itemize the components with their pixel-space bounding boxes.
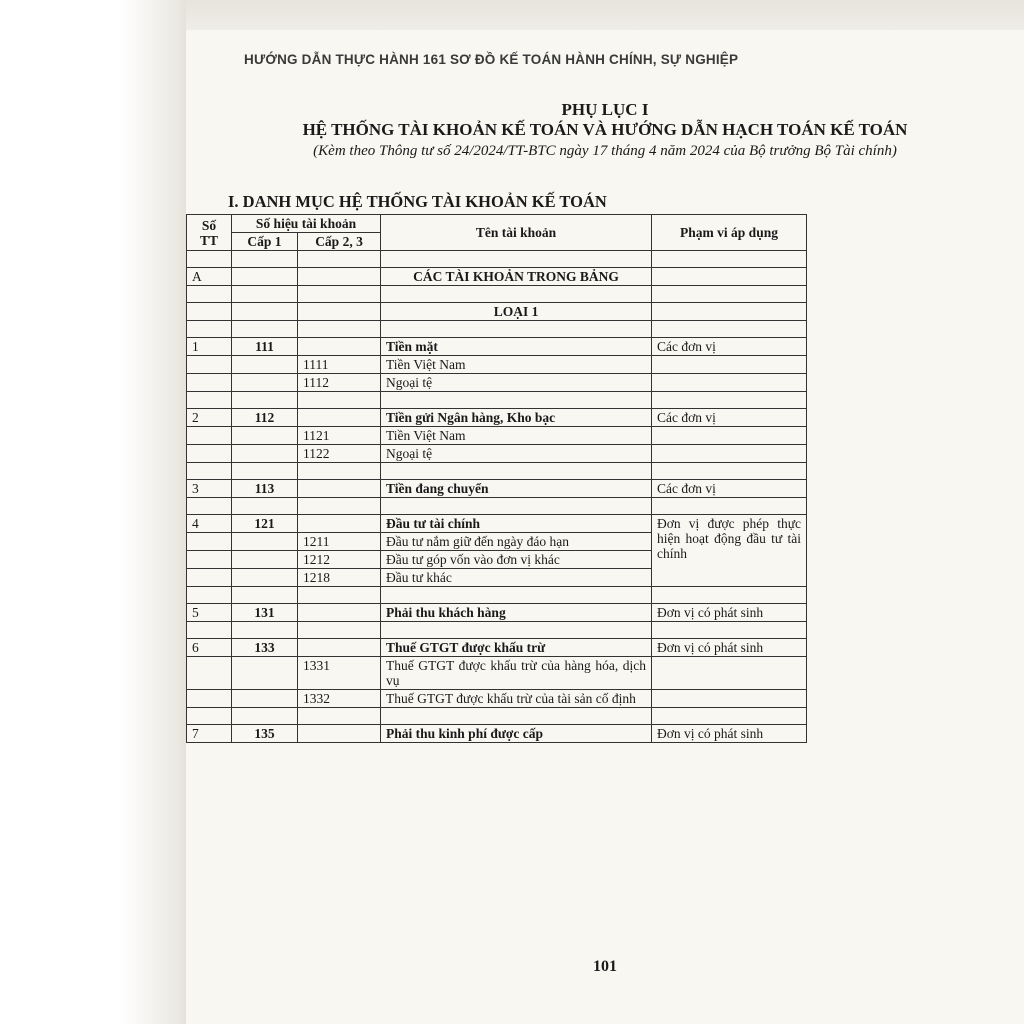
table-cell: 131 xyxy=(232,604,298,622)
table-cell: 1122 xyxy=(298,445,381,463)
table-row xyxy=(187,690,807,708)
table-row xyxy=(187,321,807,338)
table-cell: Tiền đang chuyển xyxy=(381,480,652,498)
header-scope: Phạm vi áp dụng xyxy=(652,215,807,251)
table-cell: Đầu tư khác xyxy=(381,569,652,587)
table-cell: 1211 xyxy=(298,533,381,551)
table-row xyxy=(187,374,807,392)
table-cell: 5 xyxy=(187,604,232,622)
table-cell: 135 xyxy=(232,725,298,743)
table-cell: Tiền Việt Nam xyxy=(381,356,652,374)
table-row xyxy=(187,587,807,604)
table-cell: 1218 xyxy=(298,569,381,587)
table-cell: Đầu tư góp vốn vào đơn vị khác xyxy=(381,551,652,569)
table-cell: Đơn vị có phát sinh xyxy=(652,725,807,743)
table-cell: 133 xyxy=(232,639,298,657)
table-cell: Các đơn vị xyxy=(652,409,807,427)
table-row xyxy=(187,392,807,409)
table-row xyxy=(187,409,807,427)
header-stt: Số TT xyxy=(187,215,232,251)
table-cell: Đơn vị có phát sinh xyxy=(652,604,807,622)
table-cell: LOẠI 1 xyxy=(381,303,652,321)
table-cell: 3 xyxy=(187,480,232,498)
running-header: HƯỚNG DẪN THỰC HÀNH 161 SƠ ĐỒ KẾ TOÁN HÀNH CHÍNH, SỰ NGHIỆP xyxy=(244,52,739,67)
table-row xyxy=(187,356,807,374)
table-row xyxy=(187,445,807,463)
table-cell: 6 xyxy=(187,639,232,657)
table-row xyxy=(187,604,807,622)
header-level1: Cấp 1 xyxy=(232,233,298,251)
table-cell: Tiền Việt Nam xyxy=(381,427,652,445)
table-row xyxy=(187,268,807,286)
header-account-no: Số hiệu tài khoản xyxy=(232,215,381,233)
table-cell: Thuế GTGT được khấu trừ của tài sản cố định xyxy=(381,690,652,708)
accounts-table xyxy=(186,214,807,743)
table-cell: 111 xyxy=(232,338,298,356)
table-cell: 1121 xyxy=(298,427,381,445)
table-cell: Tiền mặt xyxy=(381,338,652,356)
table-cell: Thuế GTGT được khấu trừ xyxy=(381,639,652,657)
table-row xyxy=(187,463,807,480)
document-title: HỆ THỐNG TÀI KHOẢN KẾ TOÁN VÀ HƯỚNG DẪN HẠCH TOÁN KẾ TOÁN xyxy=(302,120,908,139)
book-page xyxy=(186,30,1024,1024)
appendix-title: PHỤ LỤC I xyxy=(561,100,649,119)
document-subtitle: (Kèm theo Thông tư số 24/2024/TT-BTC ngày 17 tháng 4 năm 2024 của Bộ trưởng Bộ Tài chính) xyxy=(313,143,897,159)
table-cell: Thuế GTGT được khấu trừ của hàng hóa, dịch vụ xyxy=(381,657,652,690)
table-cell: 1212 xyxy=(298,551,381,569)
table-cell: 1111 xyxy=(298,356,381,374)
table-cell: Phải thu khách hàng xyxy=(381,604,652,622)
section-heading: I. DANH MỤC HỆ THỐNG TÀI KHOẢN KẾ TOÁN xyxy=(228,192,607,211)
table-cell: Các đơn vị xyxy=(652,338,807,356)
table-cell: 2 xyxy=(187,409,232,427)
table-cell: Ngoại tệ xyxy=(381,445,652,463)
table-cell: 1332 xyxy=(298,690,381,708)
table-cell: Đơn vị được phép thực hiện hoạt động đầu tư tài chính xyxy=(652,515,807,587)
table-cell: 4 xyxy=(187,515,232,533)
table-row xyxy=(187,657,807,690)
header-level23: Cấp 2, 3 xyxy=(298,233,381,251)
table-cell: Đầu tư nắm giữ đến ngày đáo hạn xyxy=(381,533,652,551)
page-number: 101 xyxy=(593,958,617,975)
background-surface xyxy=(0,0,186,1024)
table-row xyxy=(187,515,807,533)
table-cell: Các đơn vị xyxy=(652,480,807,498)
table-row xyxy=(187,639,807,657)
table-cell: 121 xyxy=(232,515,298,533)
table-row xyxy=(187,480,807,498)
table-cell: Phải thu kinh phí được cấp xyxy=(381,725,652,743)
table-row xyxy=(187,725,807,743)
table-cell: Đầu tư tài chính xyxy=(381,515,652,533)
table-row xyxy=(187,251,807,268)
table-row xyxy=(187,427,807,445)
table-row xyxy=(187,708,807,725)
table-cell: 1331 xyxy=(298,657,381,690)
table-cell: 1 xyxy=(187,338,232,356)
table-row xyxy=(187,286,807,303)
table-row xyxy=(187,303,807,321)
table-cell: 1112 xyxy=(298,374,381,392)
table-cell: Tiền gửi Ngân hàng, Kho bạc xyxy=(381,409,652,427)
table-row xyxy=(187,498,807,515)
table-cell: Đơn vị có phát sinh xyxy=(652,639,807,657)
table-cell: 112 xyxy=(232,409,298,427)
table-cell: 113 xyxy=(232,480,298,498)
table-cell: CÁC TÀI KHOẢN TRONG BẢNG xyxy=(381,268,652,286)
header-account-name: Tên tài khoản xyxy=(381,215,652,251)
table-cell: Ngoại tệ xyxy=(381,374,652,392)
table-row xyxy=(187,338,807,356)
table-cell: 7 xyxy=(187,725,232,743)
table-cell: A xyxy=(187,268,232,286)
table-row xyxy=(187,622,807,639)
table-header-row xyxy=(187,215,807,233)
